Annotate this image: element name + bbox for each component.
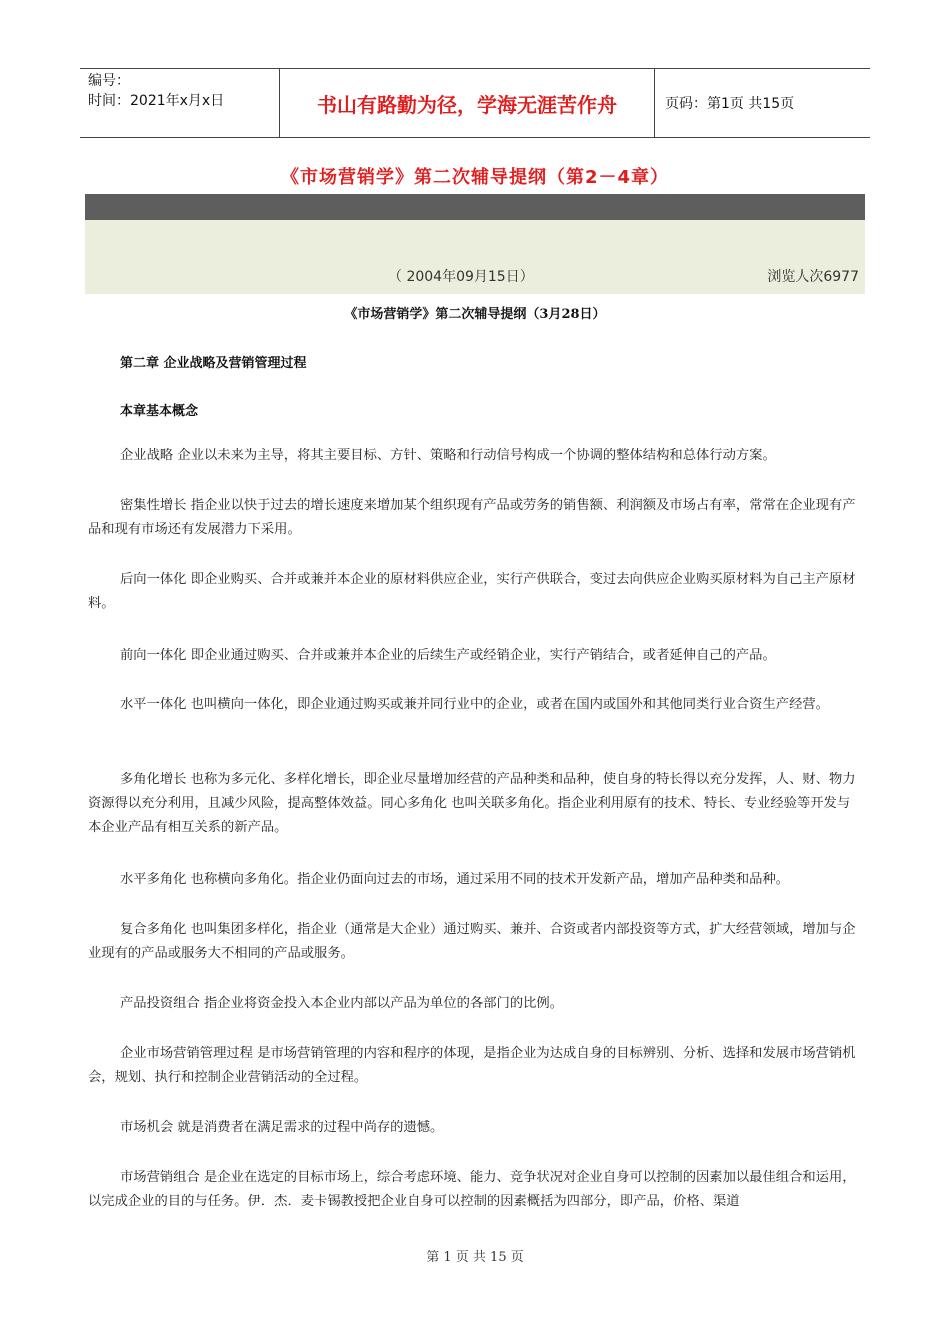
publish-date: （ 2004年09月15日） [388,269,534,285]
paragraph: 市场营销组合 是企业在选定的目标市场上，综合考虑环境、能力、竞争状况对企业自身可以控制的因素加以最佳组合和运用，以完成企业的目的与任务。伊．杰．麦卡锡教授把企业自身可以控制的因素概括为四部分，即产品，价格、渠道 [88,1170,856,1209]
paragraph: 密集性增长 指企业以快于过去的增长速度来增加某个组织现有产品或劳务的销售额、利润额及市场占有率，常常在企业现有产品和现有市场还有发展潜力下采用。 [88,498,856,537]
paragraph: 水平一体化 也叫横向一体化，即企业通过购买或兼并同行业中的企业，或者在国内或国外和其他同类行业合资生产经营。 [120,697,829,712]
title-divider-bar [85,194,865,220]
paragraph: 复合多角化 也叫集团多样化，指企业（通常是大企业）通过购买、兼并、合资或者内部投资等方式，扩大经营领域，增加与企业现有的产品或服务大不相同的产品或服务。 [88,922,856,961]
section-heading: 本章基本概念 [120,404,199,419]
paragraph: 前向一体化 即企业通过购买、合并或兼并本企业的后续生产或经销企业，实行产销结合，或者延伸自己的产品。 [120,648,776,663]
paragraph: 企业市场营销管理过程 是市场营销管理的内容和程序的体现，是指企业为达成自身的目标辨别、分析、选择和发展市场营销机会，规划、执行和控制企业营销活动的全过程。 [88,1046,856,1085]
header-meta [80,69,280,137]
header-page-label: 页码：第1页 共15页 [665,96,795,112]
document-subtitle: 《市场营销学》第二次辅导提纲（3月28日） [344,307,606,322]
paragraph: 多角化增长 也称为多元化、多样化增长，即企业尽量增加经营的产品种类和品种，使自身的特长得以充分发挥，人、财、物力资源得以充分利用，且减少风险，提高整体效益。同心多角化 也叫关联多角化。指企业利用原有的技术、特长、专业经验等开发与本企业产品有相互关系的新产品。 [88,772,856,835]
view-count: 浏览人次6977 [767,269,859,285]
paragraph: 水平多角化 也称横向多角化。指企业仍面向过去的市场，通过采用不同的技术开发新产品，增加产品种类和品种。 [120,872,790,887]
paragraph: 产品投资组合 指企业将资金投入本企业内部以产品为单位的各部门的比例。 [120,996,564,1011]
header-motto: 书山有路勤为径，学海无涯苦作舟 [280,69,655,137]
page-header [80,68,870,138]
number-label: 编号： [88,73,130,89]
paragraph: 企业战略 企业以未来为主导，将其主要目标、方针、策略和行动信号构成一个协调的整体结构和总体行动方案。 [120,448,776,463]
page-footer: 第 1 页 共 15 页 [426,1250,524,1265]
time-label: 时间：2021年x月x日 [88,93,225,109]
document-title: 《市场营销学》第二次辅导提纲（第2－4章） [280,167,670,188]
chapter-heading: 第二章 企业战略及营销管理过程 [120,356,307,371]
paragraph: 后向一体化 即企业购买、合并或兼并本企业的原材料供应企业，实行产供联合，变过去向供应企业购买原材料为自己主产原材料。 [88,572,856,611]
paragraph: 市场机会 就是消费者在满足需求的过程中尚存的遗憾。 [120,1120,444,1135]
